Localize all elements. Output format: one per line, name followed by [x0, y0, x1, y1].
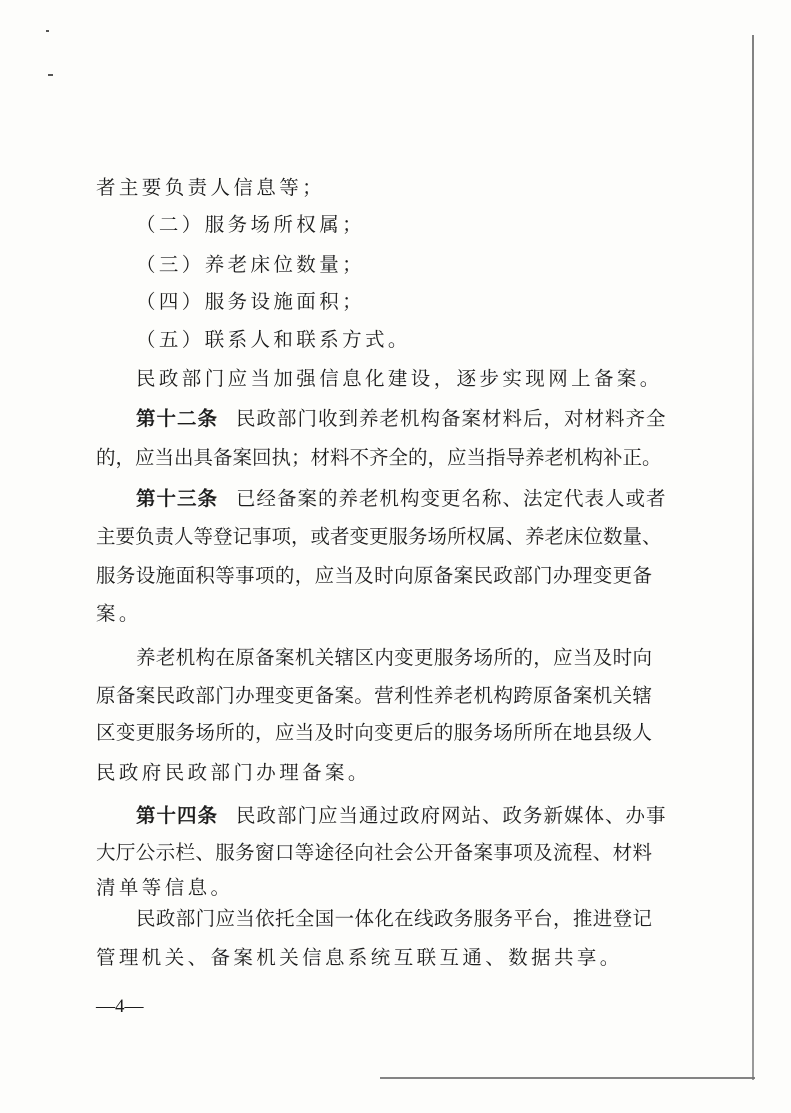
list-item: （三）养老床位数量；	[136, 253, 366, 276]
body-line: 原备案民政部门办理变更备案。营利性养老机构跨原备案机关辖	[96, 684, 652, 707]
body-line: 民政部门应当加强信息化建设，逐步实现网上备案。	[136, 367, 663, 390]
body-line: 民政部门应当依托全国一体化在线政务服务平台，推进登记	[136, 907, 652, 930]
body-line: 区变更服务场所的，应当及时向变更后的服务场所所在地县级人	[96, 721, 652, 744]
body-line: 民政府民政部门办理备案。	[96, 761, 371, 784]
article-13-title: 第十三条	[136, 487, 219, 510]
body-line: 案。	[96, 602, 142, 625]
article-14-first-line	[136, 803, 667, 829]
article-12-text: 民政部门收到养老机构备案材料后，对材料齐全	[236, 407, 667, 430]
article-13-first-line	[136, 486, 667, 512]
body-line: 服务设施面积等事项的，应当及时向原备案民政部门办理变更备	[96, 564, 652, 587]
article-12-title: 第十二条	[136, 407, 219, 430]
page-number: —4—	[96, 996, 144, 1017]
body-line: 管理机关、备案机关信息系统互联互通、数据共享。	[96, 946, 623, 969]
article-12-first-line	[136, 406, 667, 432]
scan-edge-bottom	[380, 1077, 755, 1079]
list-item: （五）联系人和联系方式。	[136, 328, 411, 351]
body-line: 养老机构在原备案机关辖区内变更服务场所的，应当及时向	[136, 646, 652, 669]
scan-speck	[46, 30, 49, 32]
scan-edge-right	[752, 35, 754, 1080]
body-line: 者主要负责人信息等；	[96, 176, 326, 199]
body-line: 清单等信息。	[96, 876, 234, 899]
scan-speck	[48, 74, 53, 76]
list-item: （四）服务设施面积；	[136, 290, 366, 313]
article-14-text: 民政部门应当通过政府网站、政务新媒体、办事	[236, 804, 667, 827]
article-14-title: 第十四条	[136, 804, 219, 827]
body-line: 的，应当出具备案回执；材料不齐全的，应当指导养老机构补正。	[96, 446, 662, 469]
body-line: 主要负责人等登记事项，或者变更服务场所权属、养老床位数量、	[96, 525, 662, 548]
list-item: （二）服务场所权属；	[136, 213, 366, 236]
article-13-text: 已经备案的养老机构变更名称、法定代表人或者	[236, 487, 667, 510]
body-line: 大厅公示栏、服务窗口等途径向社会公开备案事项及流程、材料	[96, 841, 652, 864]
